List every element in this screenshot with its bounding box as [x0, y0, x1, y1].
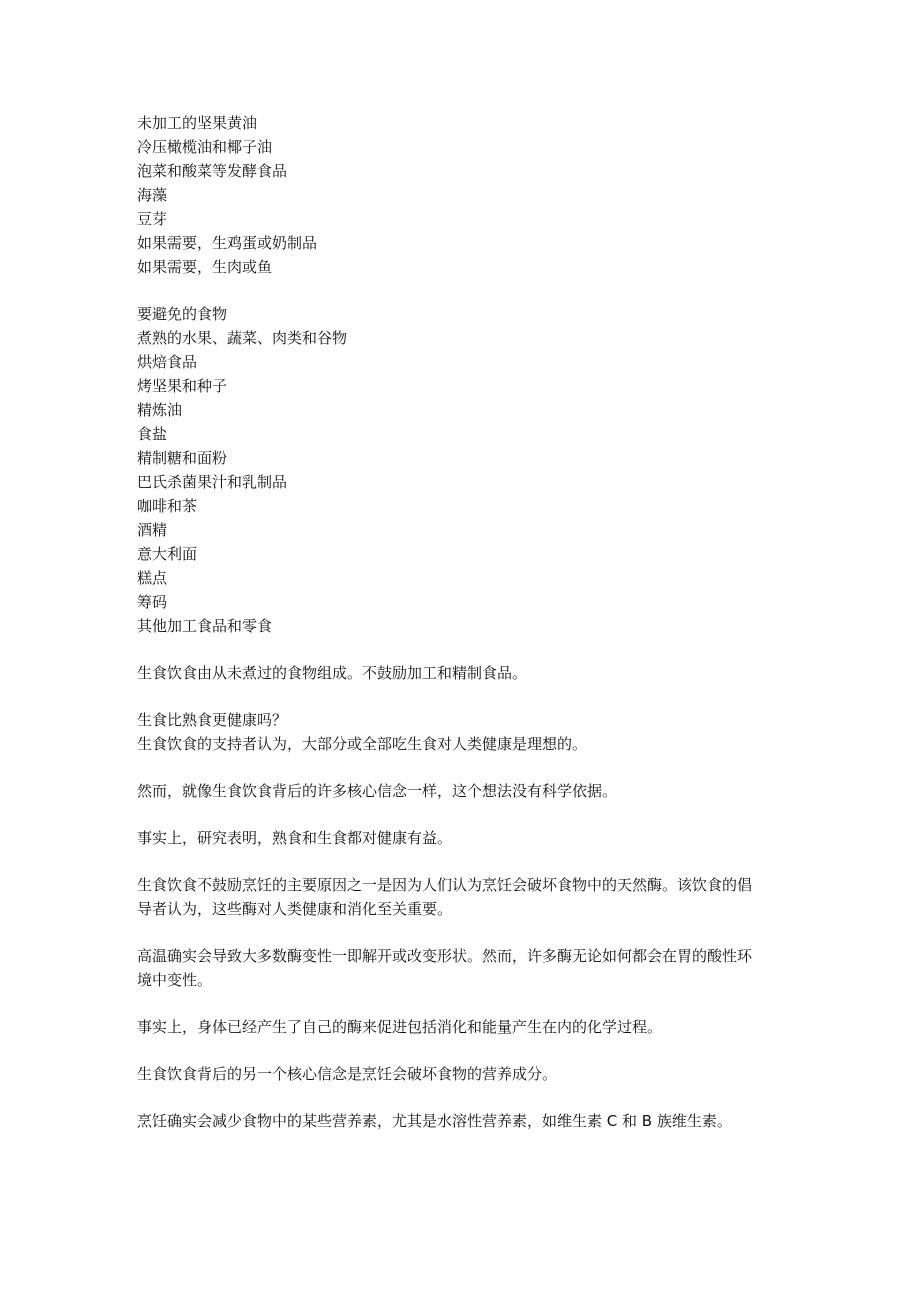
- paragraph: 事实上，身体已经产生了自己的酶来促进包括消化和能量产生在内的化学过程。: [137, 1018, 663, 1036]
- avoid-item: 其他加工食品和零食: [137, 617, 273, 635]
- paragraph: 生食饮食的支持者认为，大部分或全部吃生食对人类健康是理想的。: [137, 735, 588, 753]
- avoid-item: 咖啡和茶: [137, 497, 198, 515]
- paragraph-line: 高温确实会导致大多数酶变性一即解开或改变形状。然而，许多酶无论如何都会在胃的酸性环: [137, 947, 753, 965]
- list-item: 冷压橄榄油和椰子油: [137, 138, 273, 156]
- section-question: 生食比熟食更健康吗？: [137, 711, 288, 729]
- avoid-item: 意大利面: [137, 545, 198, 563]
- avoid-item: 精炼油: [137, 401, 183, 419]
- paragraph: 事实上，研究表明，熟食和生食都对健康有益。: [137, 829, 453, 847]
- avoid-item: 巴氏杀菌果汁和乳制品: [137, 473, 288, 491]
- avoid-item: 食盐: [137, 425, 168, 443]
- avoid-item: 烤坚果和种子: [137, 377, 228, 395]
- list-item: 豆芽: [137, 210, 168, 228]
- paragraph-line: 导者认为，这些酶对人类健康和消化至关重要。: [137, 900, 453, 918]
- list-item: 海藻: [137, 186, 168, 204]
- list-item: 未加工的坚果黄油: [137, 114, 258, 132]
- list-item: 如果需要，生鸡蛋或奶制品: [137, 234, 318, 252]
- avoid-heading: 要避免的食物: [137, 305, 228, 323]
- list-item: 如果需要，生肉或鱼: [137, 258, 273, 276]
- avoid-item: 酒精: [137, 521, 168, 539]
- avoid-item: 煮熟的水果、蔬菜、肉类和谷物: [137, 329, 348, 347]
- paragraph: 烹饪确实会减少食物中的某些营养素，尤其是水溶性营养素，如维生素 C 和 B 族维生素。: [137, 1112, 732, 1130]
- paragraph: 生食饮食由从未煮过的食物组成。不鼓励加工和精制食品。: [137, 664, 528, 682]
- avoid-item: 精制糖和面粉: [137, 449, 228, 467]
- document-body: [137, 111, 787, 1133]
- avoid-item: 糕点: [137, 569, 168, 587]
- paragraph: 生食饮食背后的另一个核心信念是烹饪会破坏食物的营养成分。: [137, 1065, 558, 1083]
- avoid-item: 筹码: [137, 593, 168, 611]
- paragraph-line: 境中变性。: [137, 971, 213, 989]
- list-item: 泡菜和酸菜等发酵食品: [137, 162, 288, 180]
- paragraph: 然而，就像生食饮食背后的许多核心信念一样，这个想法没有科学依据。: [137, 782, 618, 800]
- paragraph-line: 生食饮食不鼓励烹饪的主要原因之一是因为人们认为烹饪会破坏食物中的天然酶。该饮食的倡: [137, 876, 753, 894]
- avoid-item: 烘焙食品: [137, 353, 198, 371]
